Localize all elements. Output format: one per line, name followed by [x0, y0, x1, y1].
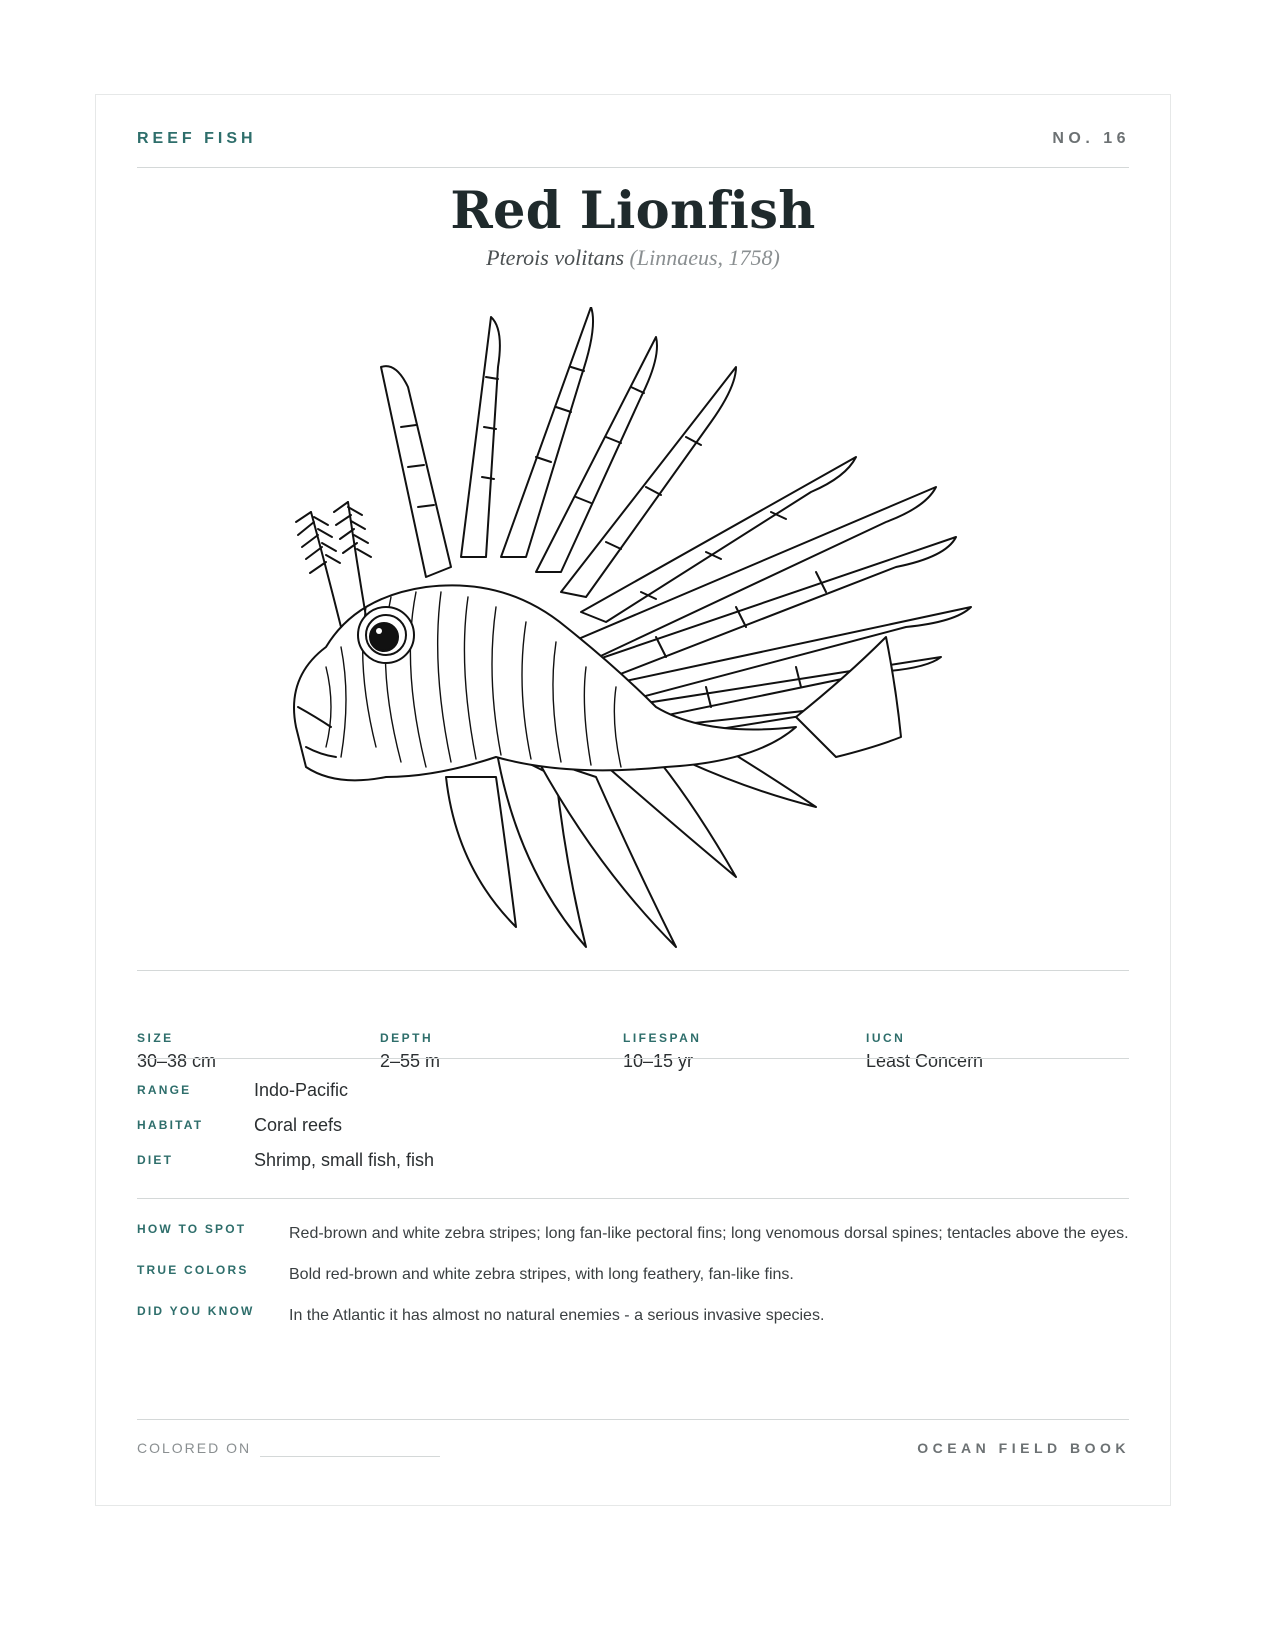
colored-on-date-line[interactable]: [260, 1456, 440, 1457]
page-number: NO. 16: [1052, 130, 1130, 147]
tail-fin: [796, 637, 901, 757]
note-label: DID YOU KNOW: [137, 1304, 255, 1318]
stat-value: 2–55 m: [380, 1051, 441, 1071]
stat-depth: [380, 1031, 440, 1072]
category-label: REEF FISH: [137, 130, 257, 147]
footer-divider: [137, 1419, 1129, 1420]
colored-on-label: COLORED ON: [137, 1440, 252, 1456]
species-title: Red Lionfish: [450, 181, 816, 241]
note-text: Bold red-brown and white zebra stripes, with long feathery, fan-like fins.: [289, 1266, 794, 1283]
coloring-page-card: [95, 94, 1171, 1506]
fact-range: [137, 1080, 837, 1115]
fact-label: DIET: [137, 1153, 174, 1167]
stat-value: Least Concern: [866, 1051, 984, 1071]
fact-label: HABITAT: [137, 1118, 204, 1132]
stat-iucn: [866, 1031, 983, 1072]
lionfish-illustration: [236, 307, 1036, 1097]
note-label: TRUE COLORS: [137, 1263, 249, 1277]
stat-label: IUCN: [866, 1031, 906, 1045]
eye-tentacles: [296, 502, 371, 627]
notes-list: [137, 1220, 1129, 1343]
stat-label: DEPTH: [380, 1031, 434, 1045]
note-how-to-spot: [137, 1220, 1129, 1247]
taxonomic-authority: (Linnaeus, 1758): [629, 245, 780, 270]
stat-label: LIFESPAN: [623, 1031, 702, 1045]
fact-habitat: [137, 1115, 837, 1150]
stats-top-divider: [137, 970, 1129, 971]
book-title: OCEAN FIELD BOOK: [917, 1440, 1130, 1456]
note-label: HOW TO SPOT: [137, 1222, 247, 1236]
fact-diet: [137, 1150, 837, 1185]
stat-lifespan: [623, 1031, 701, 1072]
dorsal-spines: [381, 307, 856, 622]
fact-value: Coral reefs: [254, 1115, 343, 1135]
scientific-name: [96, 245, 1170, 271]
note-text: In the Atlantic it has almost no natural enemies - a serious invasive species.: [289, 1307, 825, 1324]
facts-divider: [137, 1198, 1129, 1199]
binomial-name: Pterois volitans: [486, 245, 625, 270]
stat-value: 30–38 cm: [137, 1051, 217, 1071]
note-text: Red-brown and white zebra stripes; long fan-like pectoral fins; long venomous dorsal spines; tentacles above the eyes.: [289, 1225, 1129, 1242]
fact-value: Indo-Pacific: [254, 1080, 349, 1100]
stat-label: SIZE: [137, 1031, 174, 1045]
fact-value: Shrimp, small fish, fish: [254, 1150, 435, 1170]
facts-list: [137, 1080, 837, 1185]
stats-bottom-divider: [137, 1058, 1129, 1059]
stat-size: [137, 1031, 216, 1072]
eye: [358, 607, 414, 663]
stat-value: 10–15 yr: [623, 1051, 694, 1071]
fact-label: RANGE: [137, 1083, 192, 1097]
note-true-colors: [137, 1261, 1129, 1288]
note-did-you-know: [137, 1302, 1129, 1329]
header-divider: [137, 167, 1129, 168]
